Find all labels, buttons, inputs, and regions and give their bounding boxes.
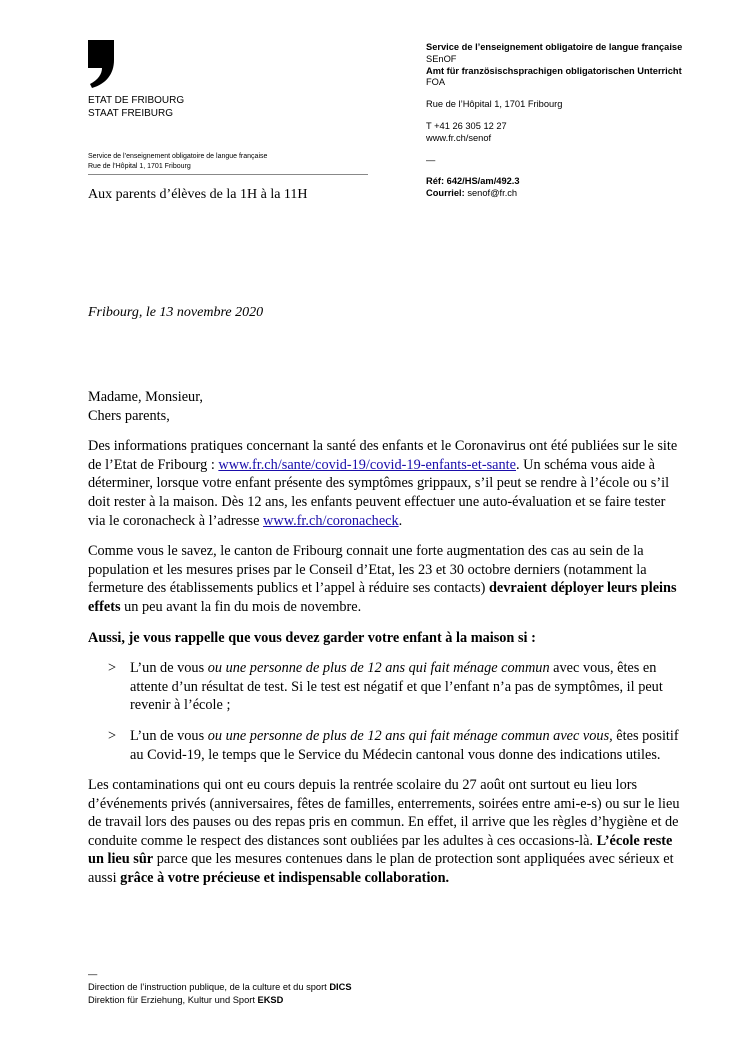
list-item: > L’un de vous ou une personne de plus de 12 ans qui fait ménage commun avec vous, êtes en attente d’un résultat de test. Si le test est négatif et que l’enfant n’a pas de symptômes, il peut revenir à l’école ; <box>108 660 663 714</box>
conditions-list <box>88 659 686 764</box>
footer-line-fr: Direction de l’instruction publique, de la culture et du sport DICS <box>88 982 352 992</box>
footer <box>88 968 352 1007</box>
organization-name <box>88 94 184 120</box>
footer-line-de: Direktion für Erziehung, Kultur und Sport EKSD <box>88 995 284 1005</box>
separator-dash: — <box>426 154 436 165</box>
service-info-column <box>426 42 696 200</box>
service-website[interactable]: www.fr.ch/senof <box>426 132 492 143</box>
coronacheck-link[interactable]: www.fr.ch/coronacheck <box>263 512 399 529</box>
org-line-de: STAAT FREIBURG <box>88 108 174 119</box>
letter-body <box>88 388 686 900</box>
service-phone: T +41 26 305 12 27 <box>426 120 507 131</box>
email-address[interactable]: senof@fr.ch <box>467 188 518 199</box>
reference: Réf: 642/HS/am/492.3 <box>426 176 520 187</box>
paragraph-1: Des informations pratiques concernant la santé des enfants et le Coronavirus ont été publiées sur le site de l’Etat de Fribourg : www.fr.ch/sante/covid-19/covid-19-enfants-et-sante. Un schéma vous aide à déterminer, lorsque votre enfant présente des symptômes grippaux, s’il peut se rendre à l’école ou s’il doit rester à la maison. Dès 12 ans, les enfants peuvent effectuer une auto-évaluation et se faire tester via le coronacheck à l’adresse www.fr.ch/coronacheck. <box>88 438 678 529</box>
bullet-chevron: > <box>108 727 117 744</box>
salutation <box>88 388 686 425</box>
paragraph-4: Les contaminations qui ont eu cours depuis la rentrée scolaire du 27 août ont surtout eu lieu lors d’événements privés (anniversaires, fêtes de familles, enterrements, soirées entre ami-e-s) ou sur le lieu de travail lors des pauses ou des repas pris en commun. En effet, il arrive que les règles d’hygiène et de conduite comme le respect des distances sont oubliées par les adultes à ces occasions-là. L’école reste un lieu sûr parce que les mesures contenues dans le plan de protection sont appliquées avec sérieux et aussi grâce à votre précieuse et indispensable collaboration. <box>88 777 680 887</box>
bullet-chevron: > <box>108 660 117 677</box>
sender-address <box>88 152 368 175</box>
salutation-line-1: Madame, Monsieur, <box>88 389 203 405</box>
list-item: > L’un de vous ou une personne de plus de 12 ans qui fait ménage commun avec vous, êtes positif au Covid-19, le temps que le Service du Médecin cantonal vous donne des indications utiles. <box>108 727 679 763</box>
recipient: Aux parents d’élèves de la 1H à la 11H <box>88 187 308 202</box>
org-line-fr: ETAT DE FRIBOURG <box>88 95 185 106</box>
sender-line-2: Rue de l’Hôpital 1, 1701 Fribourg <box>88 163 191 170</box>
canton-fribourg-logo <box>86 40 116 88</box>
paragraph-3: Aussi, je vous rappelle que vous devez garder votre enfant à la maison si : <box>88 629 536 646</box>
service-address: Rue de l’Hôpital 1, 1701 Fribourg <box>426 99 563 110</box>
paragraph-2: Comme vous le savez, le canton de Fribourg connait une forte augmentation des cas au sein de la population et les mesures prises par le Conseil d’Etat, les 23 et 30 octobre derniers (notamment la fermeture des établissements publics et l’appel à réduire ses contacts) devraient déployer leurs pleins effets un peu avant la fin du mois de novembre. <box>88 543 677 615</box>
email-line: Courriel: senof@fr.ch <box>426 188 518 199</box>
covid-children-link[interactable]: www.fr.ch/sante/covid-19/covid-19-enfants-et-sante <box>218 456 516 473</box>
sender-line-1: Service de l’enseignement obligatoire de langue française <box>88 153 268 160</box>
service-fr: Service de l’enseignement obligatoire de langue française SEnOF <box>426 42 683 64</box>
letter-date: Fribourg, le 13 novembre 2020 <box>88 305 264 320</box>
footer-dash: — <box>88 969 98 979</box>
salutation-line-2: Chers parents, <box>88 407 170 424</box>
service-de: Amt für französischsprachigen obligatorischen Unterricht FOA <box>426 65 682 88</box>
